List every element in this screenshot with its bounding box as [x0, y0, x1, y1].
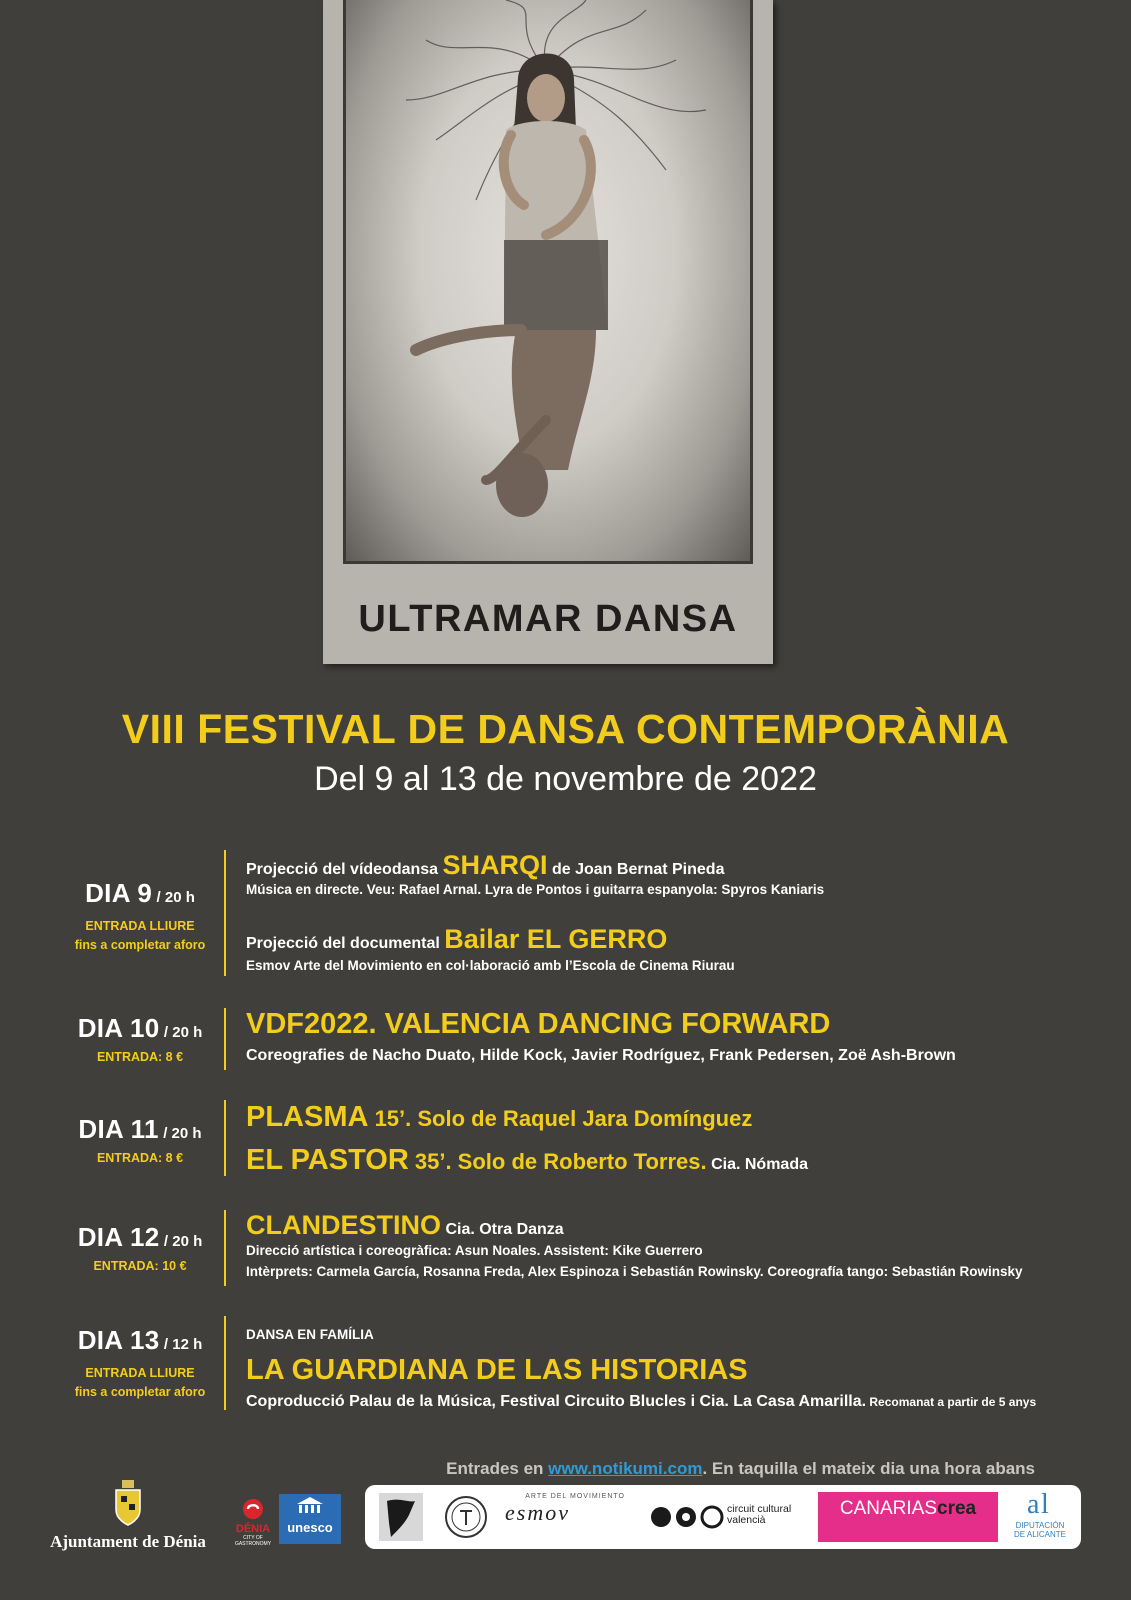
entry-text: ENTRADA: 10 €	[93, 1259, 187, 1273]
esmov-logo	[505, 1493, 625, 1541]
event-subtitle: 35’. Solo de Roberto Torres.	[408, 1149, 707, 1174]
diputacion-icon	[1025, 1489, 1055, 1517]
diputacion-line: DE ALICANTE	[1013, 1530, 1066, 1539]
day-9-block	[60, 878, 220, 955]
day-label: DIA 10	[77, 1013, 160, 1043]
event-prefix: Projecció del documental	[246, 935, 445, 952]
event-detail: Música en directe. Veu: Rafael Arnal. Lyra de Pontos i guitarra espanyola: Spyros Kaniaris	[246, 882, 825, 897]
frame-title: ULTRAMAR DANSA	[358, 598, 738, 640]
event-subtitle: 15’. Solo de Raquel Jara Domínguez	[368, 1106, 753, 1131]
svg-text:a: a	[1027, 1489, 1040, 1517]
entry-text: ENTRADA: 8 €	[96, 1151, 184, 1165]
event-company: Cia. Otra Danza	[441, 1221, 564, 1238]
canarias-a: CANARIAS	[839, 1498, 938, 1519]
day-divider	[224, 1100, 226, 1176]
event-category: DANSA EN FAMÍLIA	[246, 1327, 374, 1342]
day-divider	[224, 1008, 226, 1070]
dancer-illustration	[346, 0, 750, 561]
esmov-tagline: ARTE DEL MOVIMIENTO	[525, 1493, 625, 1500]
circuit-dots-icon	[650, 1493, 726, 1541]
sponsor-bar	[365, 1485, 1081, 1549]
seal-logo-icon	[443, 1493, 489, 1541]
event-plasma	[246, 1101, 752, 1134]
denia-emblem-icon	[242, 1498, 264, 1520]
esmov-label: esmov	[505, 1500, 570, 1525]
entry-text: ENTRADA LLIURE	[85, 919, 195, 933]
event-prefix: Projecció del vídeodansa	[246, 861, 443, 878]
event-detail: Esmov Arte del Movimiento en col·laboració amb l’Escola de Cinema Riurau	[246, 958, 735, 973]
tickets-prefix: Entrades en	[446, 1459, 549, 1478]
day-label: DIA 13	[77, 1325, 160, 1355]
event-detail: Coreografies de Nacho Duato, Hilde Kock, Javier Rodríguez, Frank Pedersen, Zoë Ash-Brown	[246, 1047, 956, 1064]
dancer-silhouette-logo-icon	[379, 1493, 423, 1541]
event-sharqi	[246, 850, 724, 881]
event-title: SHARQI	[442, 850, 548, 880]
canarias-b: crea	[937, 1498, 977, 1519]
day-label: DIA 9	[85, 878, 153, 908]
event-title: Bailar EL GERRO	[444, 924, 668, 954]
festival-dates: Del 9 al 13 de novembre de 2022	[314, 760, 817, 798]
event-detail: Direcció artística i coreogràfica: Asun Noales. Assistent: Kike Guerrero	[246, 1243, 703, 1258]
diputacion-logo	[1005, 1489, 1075, 1537]
canarias-crea-logo	[818, 1492, 998, 1542]
town-name: Ajuntament de Dénia	[50, 1532, 206, 1551]
day-time: / 20 h	[156, 889, 195, 906]
day-label: DIA 11	[78, 1114, 159, 1144]
day-10-block	[60, 1013, 220, 1067]
svg-text:l: l	[1041, 1489, 1049, 1517]
event-title: EL PASTOR	[246, 1144, 409, 1176]
unesco-temple-icon	[279, 1494, 341, 1516]
poster-photo-frame	[323, 0, 773, 664]
diputacion-line: DIPUTACIÓN	[1015, 1521, 1065, 1530]
event-title: PLASMA	[246, 1101, 369, 1133]
day-13-block	[60, 1325, 220, 1402]
day-12-block	[60, 1222, 220, 1276]
event-bailar-el-gerro	[246, 924, 667, 955]
event-note: Recomanat a partir de 5 anys	[866, 1395, 1037, 1409]
day-11-block	[60, 1114, 220, 1168]
entry-text: fins a completar aforo	[74, 1385, 206, 1399]
unesco-logo	[279, 1494, 341, 1544]
entry-text: ENTRADA LLIURE	[85, 1366, 195, 1380]
event-company: Cia. Nómada	[706, 1156, 808, 1173]
event-clandestino	[246, 1210, 564, 1241]
circuit-line: valencià	[727, 1514, 766, 1526]
circuit-cultural-logo	[727, 1504, 817, 1552]
event-title: CLANDESTINO	[246, 1210, 441, 1240]
event-detail: Intèrprets: Carmela García, Rosanna Freda, Alex Espinoza i Sebastián Rowinsky. Coreografía tango: Sebastián Rowinsky	[246, 1264, 1023, 1279]
denia-label: DÉNIA	[235, 1523, 271, 1535]
dancer-photo	[343, 0, 753, 564]
event-el-pastor	[246, 1144, 808, 1177]
denia-gastronomy-logo	[225, 1498, 281, 1547]
festival-title: VIII FESTIVAL DE DANSA CONTEMPORÀNIA	[121, 706, 1010, 752]
coat-of-arms-icon	[113, 1480, 143, 1526]
tickets-info	[0, 1459, 1035, 1479]
event-suffix: de Joan Bernat Pineda	[547, 861, 725, 878]
day-time: / 20 h	[163, 1233, 203, 1250]
entry-text: fins a completar aforo	[74, 938, 206, 952]
unesco-label: unesco	[287, 1520, 333, 1535]
day-time: / 20 h	[163, 1024, 203, 1041]
circuit-line: circuit cultural	[727, 1503, 792, 1515]
denia-sublabel: CITY OF GASTRONOMY	[234, 1535, 272, 1547]
tickets-link[interactable]: www.notikumi.com	[548, 1459, 703, 1478]
day-label: DIA 12	[77, 1222, 160, 1252]
event-detail: Coproducció Palau de la Música, Festival Circuito Blucles i Cia. La Casa Amarilla.	[246, 1393, 867, 1410]
day-time: / 20 h	[163, 1125, 202, 1142]
day-time: / 12 h	[163, 1336, 203, 1353]
day-divider	[224, 850, 226, 976]
entry-text: ENTRADA: 8 €	[96, 1050, 184, 1064]
day-divider	[224, 1210, 226, 1286]
event-title: LA GUARDIANA DE LAS HISTORIAS	[246, 1354, 748, 1386]
town-logo	[48, 1480, 208, 1552]
event-title: VDF2022. VALENCIA DANCING FORWARD	[246, 1008, 831, 1040]
event-la-guardiana-detail	[246, 1393, 1036, 1411]
day-divider	[224, 1316, 226, 1410]
tickets-suffix: . En taquilla el mateix dia una hora abans	[702, 1459, 1035, 1478]
